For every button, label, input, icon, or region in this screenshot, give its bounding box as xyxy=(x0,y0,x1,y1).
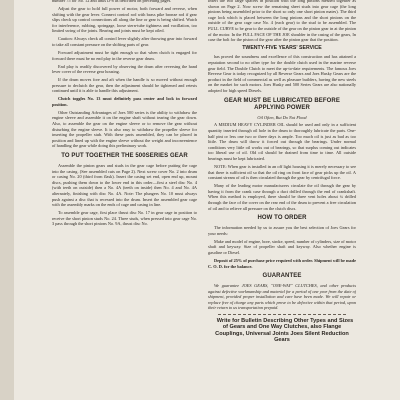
section-heading: TO PUT TOGETHER THE 500SERIES GEAR xyxy=(61,152,188,159)
closing-note: Write for Bulletin Describing Other Types and Sizes of Gears and One Way Clutches, also Flange Couplings, Universal Joints Joes Silent Reduction Gears xyxy=(215,318,354,344)
paragraph: Other Outstanding Advantages of Joes 500 series is the ability to withdraw the engine sleeve and assemble it on the engine shaft without tearing the gear down. Also, to assemble the gear on the engine sleeve or to remove the gear without disturbing the engine sleeve. It is also easy to withdraw the propeller sleeve for inserting the propeller stub. With these parts assembled, they can be placed in position and lined up with the engine sleeve without the weight and inconvenience of handling the gear while doing this preliminary work. xyxy=(52,109,197,149)
left-column xyxy=(52,0,197,400)
paragraph: We guarantee JOES GEARS, "ONE-WAY" CLUTCHES, and other products against defective workmanship and material for a period of one year from the date of shipment, provided proper installation and care have been made. We will repair or replace free of charge any parts which prove to be defective within that period, upon their return to us transportation prepaid. xyxy=(208,283,356,311)
paragraph: End play is readily discovered by observing the drum after reversing the hand lever cover of the reverse gear housing. xyxy=(52,63,197,75)
paragraph: To assemble gear cage, first place thrust disc No. 17 in gear cage in position to receive the short pinion studs No. 24. Three studs, when pressed into gear cage No. 3 pass through the short pinions No. 9A, thrust disc No. xyxy=(52,210,197,227)
paragraph: Clutch toggles No. 13 must definitely pass center and lock in forward position. xyxy=(52,96,197,107)
paragraph: Insert the two large spacers in position with the long pinions meshed together as shown on Page 2. Now screw the remaining sheet studs into gear cage (the long pinions being assembled prior to the short so only one short pinion mates). The third cage lock which is placed between the long pinions and the short pinions on the outside of the gear cage case No. 4 (each gear) to the stud to be assembled. The FULL CURVE to be gear to the outside of the gear on the pinion gear in at the pinion of the motor. In the FULL FACE OF THE JOE shoulder in the casing of the gears, In case the bolt for the piston of the gear after the pinion gear that the position. xyxy=(208,0,356,43)
paragraph: Adjust the gear to hold full power of motor, both forward and reverse, when shifting with the gear lever. Connect control rod with brass pike bronze rod if gear slips check up control connections all along the line or gear is being shifted. Watch for interference, rubbing, springage, loose stern-tube tightness and vacillation, too limited swing of the joints. Bearing and joints must be kept oiled. xyxy=(52,5,197,34)
right-column xyxy=(208,0,356,400)
section-heading: TWENTY-FIVE YEARS' SERVICE xyxy=(242,45,322,52)
paragraph: Caution: Always check all control lever slightly after throwing gear into forward to take all constant pressure on the shifting parts of gear. xyxy=(52,36,197,47)
paragraph: Make and model of engine, bore, stroke, speed, number of cylinders, size of motor shaft and keyway. Size of propeller shaft and keyway. Also whether engine is gasoline or Diesel. xyxy=(208,238,356,255)
section-heading: GEAR MUST BE LUBRICATED BEFORE APPLYING POWER xyxy=(224,97,340,111)
section-heading: GUARANTEE xyxy=(262,273,302,280)
paragraph: If the drum moves fore and aft when the handle is so moved without enough pressure to declutch the gear, then the adjustment should be tightened and retests continued until it is able to handle this adjustment. xyxy=(52,77,197,94)
section-heading: HOW TO ORDER xyxy=(257,215,307,222)
paragraph: The information needed by us to assure you the best selection of Joes Gears for your needs: xyxy=(208,225,356,236)
subheading: Oil Often, But Do Not Flood xyxy=(257,114,307,120)
paragraph: Forward adjustment must be tight enough so that when clutch is engaged for forward there must be no end play in the reverse gear drum. xyxy=(52,49,197,61)
paragraph: A MEDIUM HEAVY CYLINDER OIL should be used and only in a sufficient quantity inserted through oil hole in the drum to thoroughly lubricate the parts. One-half pint or less one two or three days is ample. Too much oil is just as bad as too little. The drum will throw it forced out through the bearings. Under normal conditions very little oil works out of bearings, so that surplus coming out indicates too liberal use of oil. Old oil should be drained from time to time. All outside bearings must be kept lubricated. xyxy=(208,122,356,162)
paragraph: NOTE: When gear is installed in an off light housing it is merely necessary to see that there is sufficient oil so that the oil ring on front face of gear picks up the oil. A constant stream of oil is then circulated through the gear by centrifugal force. xyxy=(208,164,356,181)
paragraph: number 75 for No. 12 and links D-8 as described on preceding pages. xyxy=(52,0,172,3)
paragraph: has proved the soundness and excellence of this construction and has attained a reputation second to no other type for the double clutch used in the marine reverse gear field. The Double Clutch to meet the up-to-date requirements. The famous Joes Reverse Gear is today recognized by all Reverse Gears and Joes Husky Gears are the product in the field of commercial as well as pleasure builders, having the new steels on the market for such motors. Joes Husky and 500 Series Gears are also nationally adopted for high speed Diesels. xyxy=(208,54,356,93)
page-binding-edge xyxy=(0,0,14,400)
paragraph: Deposit of 25% of purchase price required with order. Shipment will be made C. O. D. for the balance. xyxy=(208,257,356,269)
paragraph: Assemble the pinion gears and studs in the gear cage before putting the cage into the casing. (See assembled cuts on Page 2). Next screw cover No. 2 into drum or casing No. 20 (third from flask). Insert the casing set end, open end up, mount discs, pushing them down to the lower end in this order—first a steel disc No. 4 (with teeth on outside) then a No. 4A (teeth on inside) then No. 4 and No. 4A alternately, finishing with disc No. 4A. Note: The plungers No. 10 must always push against a disc that is recessed into the drum. Insert the assembled gear cage with the assembly marks on the ends of cage and casing in line. xyxy=(52,162,197,208)
divider xyxy=(218,314,346,315)
paragraph: Many of the leading motor manufacturers circulate the oil through the gear by having it from the crank case through a duct drilled through the end of crankshaft. When this method is employed, there should be three vent holes about ¼ drilled through the face of the cover on the rear end of the drum to prevent a free circulation of oil and to relieve all pressure on the clutch discs. xyxy=(208,183,356,211)
